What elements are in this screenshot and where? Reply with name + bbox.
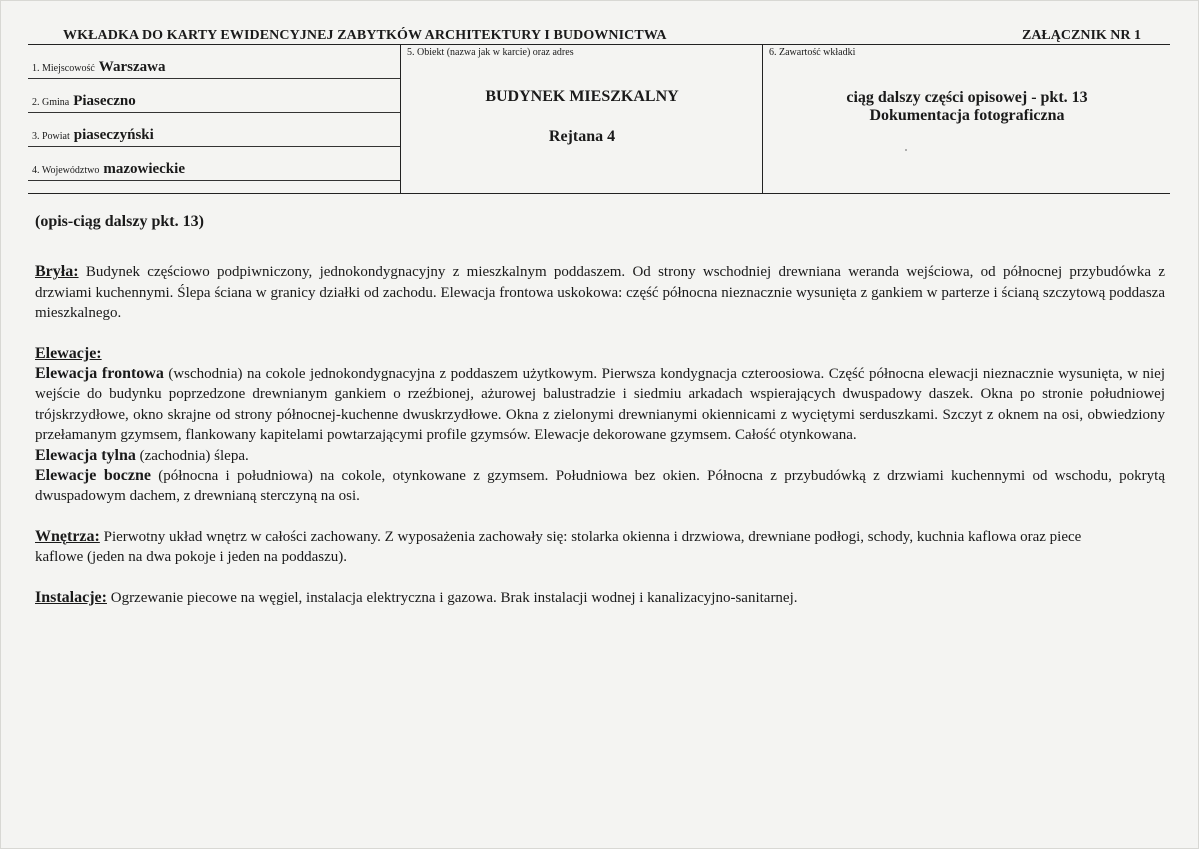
document-title: WKŁADKA DO KARTY EWIDENCYJNEJ ZABYTKÓW ARCHITEKTURY I BUDOWNICTWA bbox=[63, 28, 667, 43]
heading-instalacje: Instalacje: bbox=[35, 588, 107, 606]
heading-wnetrza: Wnętrza: bbox=[35, 527, 100, 545]
text-elewacje-boczne: (północna i południowa) na cokole, otynkowane z gzymsem. Południowa bez okien. Północna z przybudówką z drzwiami kuchennymi od wschodu, pokrytą dwuspadowym dachem, z drewnianą sterczyną na osi. bbox=[35, 468, 1165, 505]
annex-number: ZAŁĄCZNIK NR 1 bbox=[1021, 28, 1141, 43]
speck bbox=[905, 149, 907, 151]
location-column bbox=[28, 45, 400, 193]
description-body bbox=[35, 212, 1165, 628]
field-label: 2. Gmina bbox=[32, 97, 70, 108]
text-bryla: Budynek częściowo podpiwniczony, jednokondygnacyjny z mieszkalnym poddaszem. Od strony wschodniej drewniana weranda wejściowa, od północnej przybudówka z drzwiami kuchennymi. Ślepa ściana w granicy działki od zachodu. Elewacja frontowa uskokowa: część północna nieznacznie wysunięta z gankiem w parterze i ścianą szczytową poddasza mieszkalnego. bbox=[35, 264, 1165, 322]
field-county bbox=[28, 113, 400, 147]
field-value: Piaseczno bbox=[73, 93, 136, 109]
heading-elewacje: Elewacje: bbox=[35, 344, 102, 362]
field-commune bbox=[28, 79, 400, 113]
contents-line-1: ciąg dalszy części opisowej - pkt. 13 bbox=[846, 89, 1088, 106]
field-label: 4. Województwo bbox=[32, 165, 100, 176]
section-bryla bbox=[35, 262, 1165, 323]
field-label: 1. Miejscowość bbox=[32, 63, 95, 74]
heading-bryla: Bryła: bbox=[35, 263, 79, 281]
text-wnetrza: Pierwotny układ wnętrz w całości zachowany. Z wyposażenia zachowały się: stolarka okienna i drzwiowa, drewniane podłogi, schody, kuchnia kaflowa oraz piece kaflowe (jeden na dwa pokoje i jeden na poddaszu). bbox=[35, 528, 1082, 566]
object-address: Rejtana 4 bbox=[548, 128, 616, 145]
field-value: piaseczyński bbox=[73, 127, 154, 143]
field-voivodeship bbox=[28, 147, 400, 181]
field-value: Warszawa bbox=[98, 59, 166, 75]
object-cell bbox=[400, 45, 763, 193]
section-elewacje bbox=[35, 344, 1165, 507]
contents-cell bbox=[762, 45, 1171, 193]
label-elewacje-boczne: Elewacje boczne bbox=[35, 467, 151, 485]
label-elewacja-tylna: Elewacja tylna bbox=[35, 446, 136, 464]
object-name: BUDYNEK MIESZKALNY bbox=[485, 88, 679, 105]
section-instalacje bbox=[35, 588, 1165, 608]
contents-label: 6. Zawartość wkładki bbox=[769, 47, 856, 58]
field-locality bbox=[28, 45, 400, 79]
header-form bbox=[28, 44, 1170, 194]
text-elewacja-frontowa: (wschodnia) na cokole jednokondygnacyjna z poddaszem użytkowym. Pierwsza kondygnacja czteroosiowa. Część północna elewacji nieznacznie wysunięta, w niej wejście do budynku poprzedzone drewnianym gankiem o rzeźbionej, ażurowej balustradzie i siedmiu arkadach wspierających dwuspadowy daszek. Okna po stronie południowej trójskrzydłowe, okno skrajne od strony północnej-kuchenne dwuskrzydłowe. Okna z zielonymi drewnianymi okiennicami z wyciętymi serduszkami. Szczyt z oknem na osi, obwiedziony przełamanym gzymsem, flankowany kapitelami powtarzającymi profile gzymsów. Elewacje dekorowane gzymsem. Całość otynkowana. bbox=[35, 366, 1166, 444]
section-wnetrza bbox=[35, 527, 1115, 568]
section-subheading: (opis-ciąg dalszy pkt. 13) bbox=[35, 213, 204, 230]
object-label: 5. Obiekt (nazwa jak w karcie) oraz adres bbox=[407, 47, 574, 58]
text-instalacje: Ogrzewanie piecowe na węgiel, instalacja elektryczna i gazowa. Brak instalacji wodnej i kanalizacyjno-sanitarnej. bbox=[106, 589, 798, 606]
field-value: mazowieckie bbox=[103, 161, 185, 177]
contents-line-2: Dokumentacja fotograficzna bbox=[869, 107, 1065, 124]
field-label: 3. Powiat bbox=[32, 131, 70, 142]
text-elewacja-tylna: (zachodnia) ślepa. bbox=[135, 447, 249, 464]
label-elewacja-frontowa: Elewacja frontowa bbox=[35, 365, 164, 383]
